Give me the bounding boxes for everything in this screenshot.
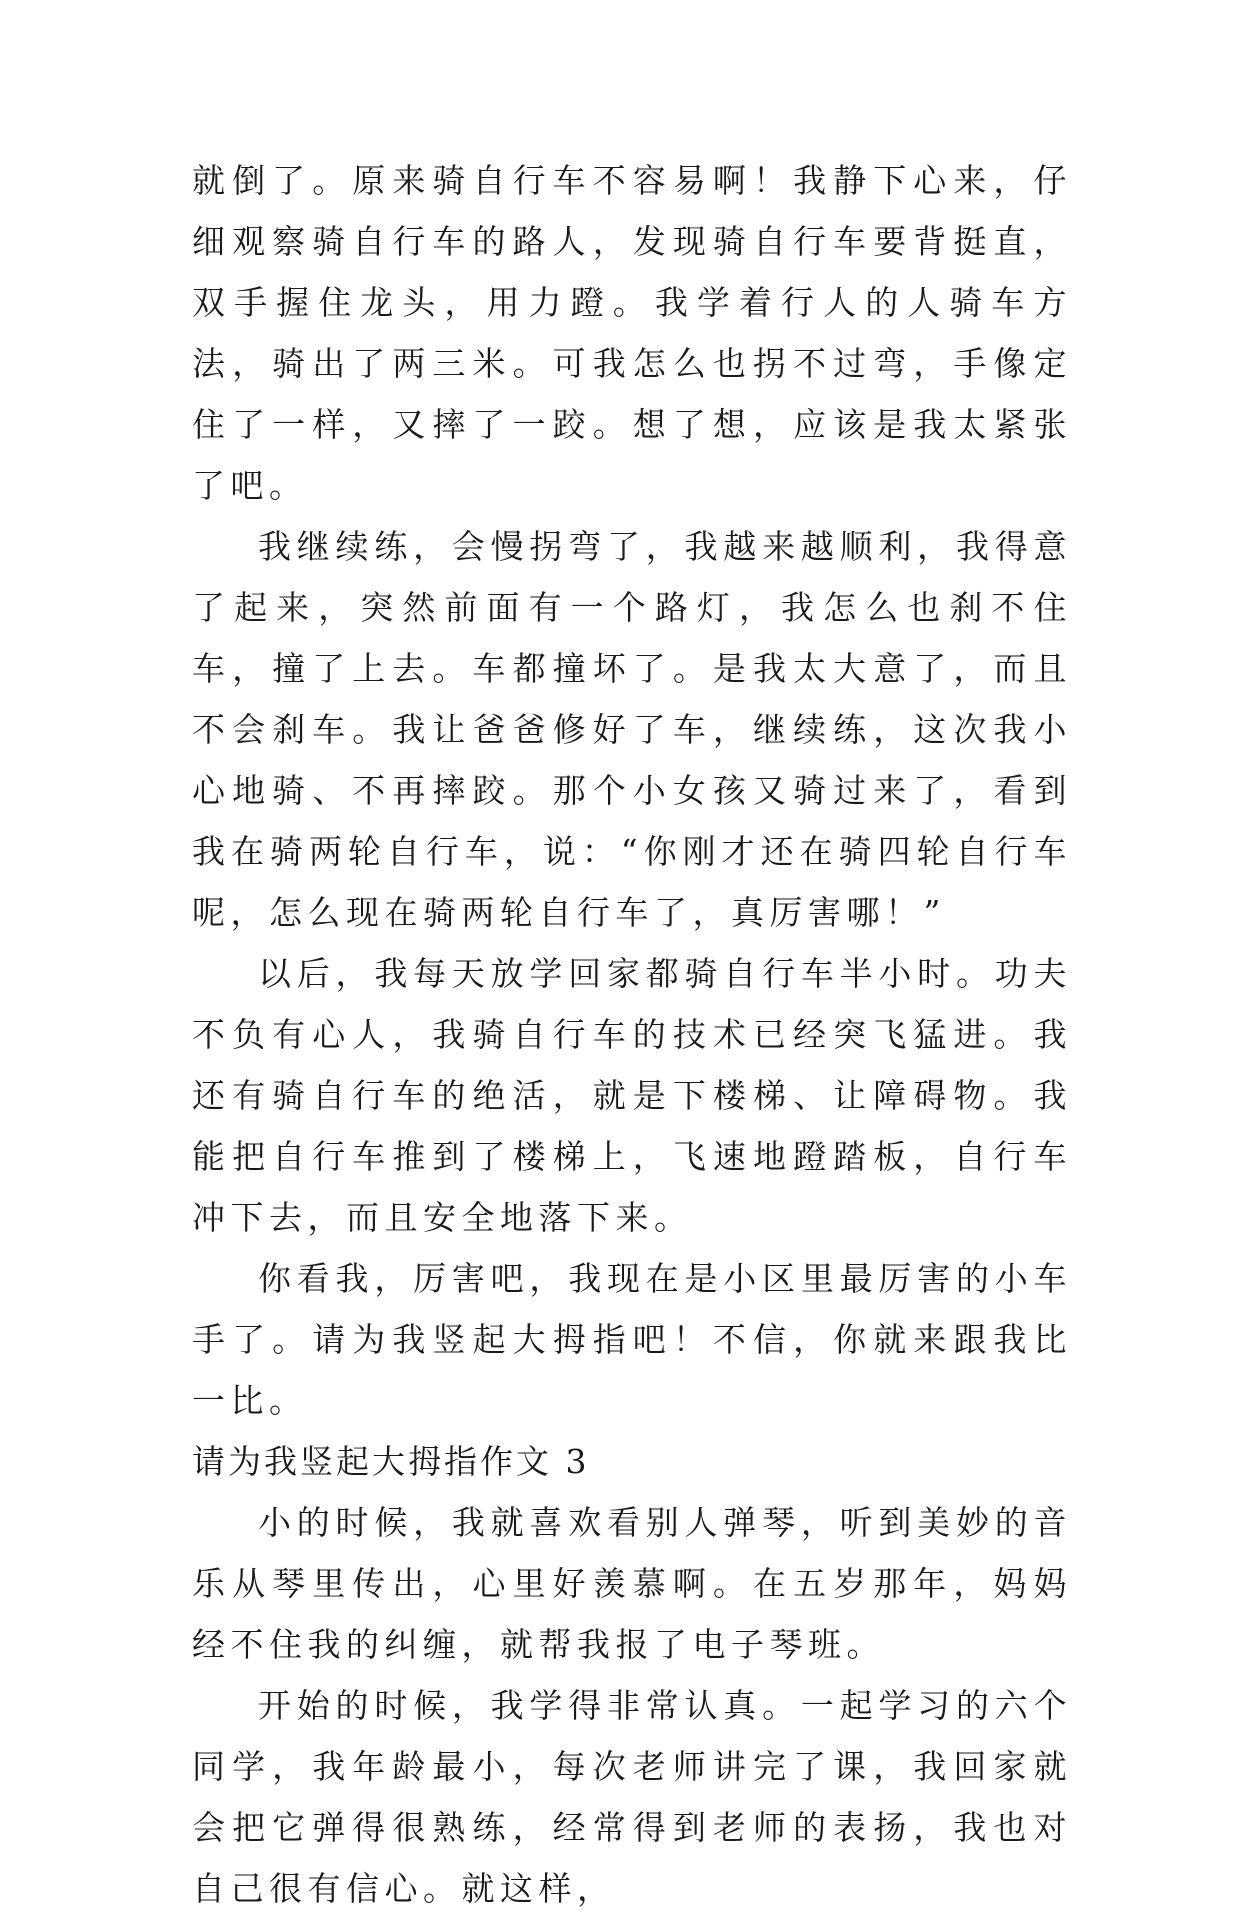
document-body: [192, 150, 1072, 1919]
paragraph-continuation: 就倒了。原来骑自行车不容易啊！我静下心来，仔细观察骑自行车的路人，发现骑自行车要背挺直，双手握住龙头，用力蹬。我学着行人的人骑车方法，骑出了两三米。可我怎么也拐不过弯，手像定住了一样，又摔了一跤。想了想，应该是我太紧张了吧。: [192, 161, 1072, 505]
paragraph: 以后，我每天放学回家都骑自行车半小时。功夫不负有心人，我骑自行车的技术已经突飞猛进。我还有骑自行车的绝活，就是下楼梯、让障碍物。我能把自行车推到了楼梯上，飞速地蹬踏板，自行车冲下去，而且安全地落下来。: [192, 954, 1072, 1237]
paragraph: 小的时候，我就喜欢看别人弹琴，听到美妙的音乐从琴里传出，心里好羡慕啊。在五岁那年，妈妈经不住我的纠缠，就帮我报了电子琴班。: [192, 1503, 1072, 1664]
paragraph: 你看我，厉害吧，我现在是小区里最厉害的小车手了。请为我竖起大拇指吧！不信，你就来跟我比一比。: [192, 1259, 1072, 1420]
essay-title: 请为我竖起大拇指作文 3: [192, 1442, 590, 1481]
paragraph: 我继续练，会慢拐弯了，我越来越顺利，我得意了起来，突然前面有一个路灯，我怎么也刹不住车，撞了上去。车都撞坏了。是我太大意了，而且不会刹车。我让爸爸修好了车，继续练，这次我小心地骑、不再摔跤。那个小女孩又骑过来了，看到我在骑两轮自行车，说：“你刚才还在骑四轮自行车呢，怎么现在骑两轮自行车了，真厉害哪！”: [192, 527, 1072, 932]
paragraph: 开始的时候，我学得非常认真。一起学习的六个同学，我年龄最小，每次老师讲完了课，我回家就会把它弹得很熟练，经常得到老师的表扬，我也对自己很有信心。就这样，: [192, 1686, 1072, 1908]
